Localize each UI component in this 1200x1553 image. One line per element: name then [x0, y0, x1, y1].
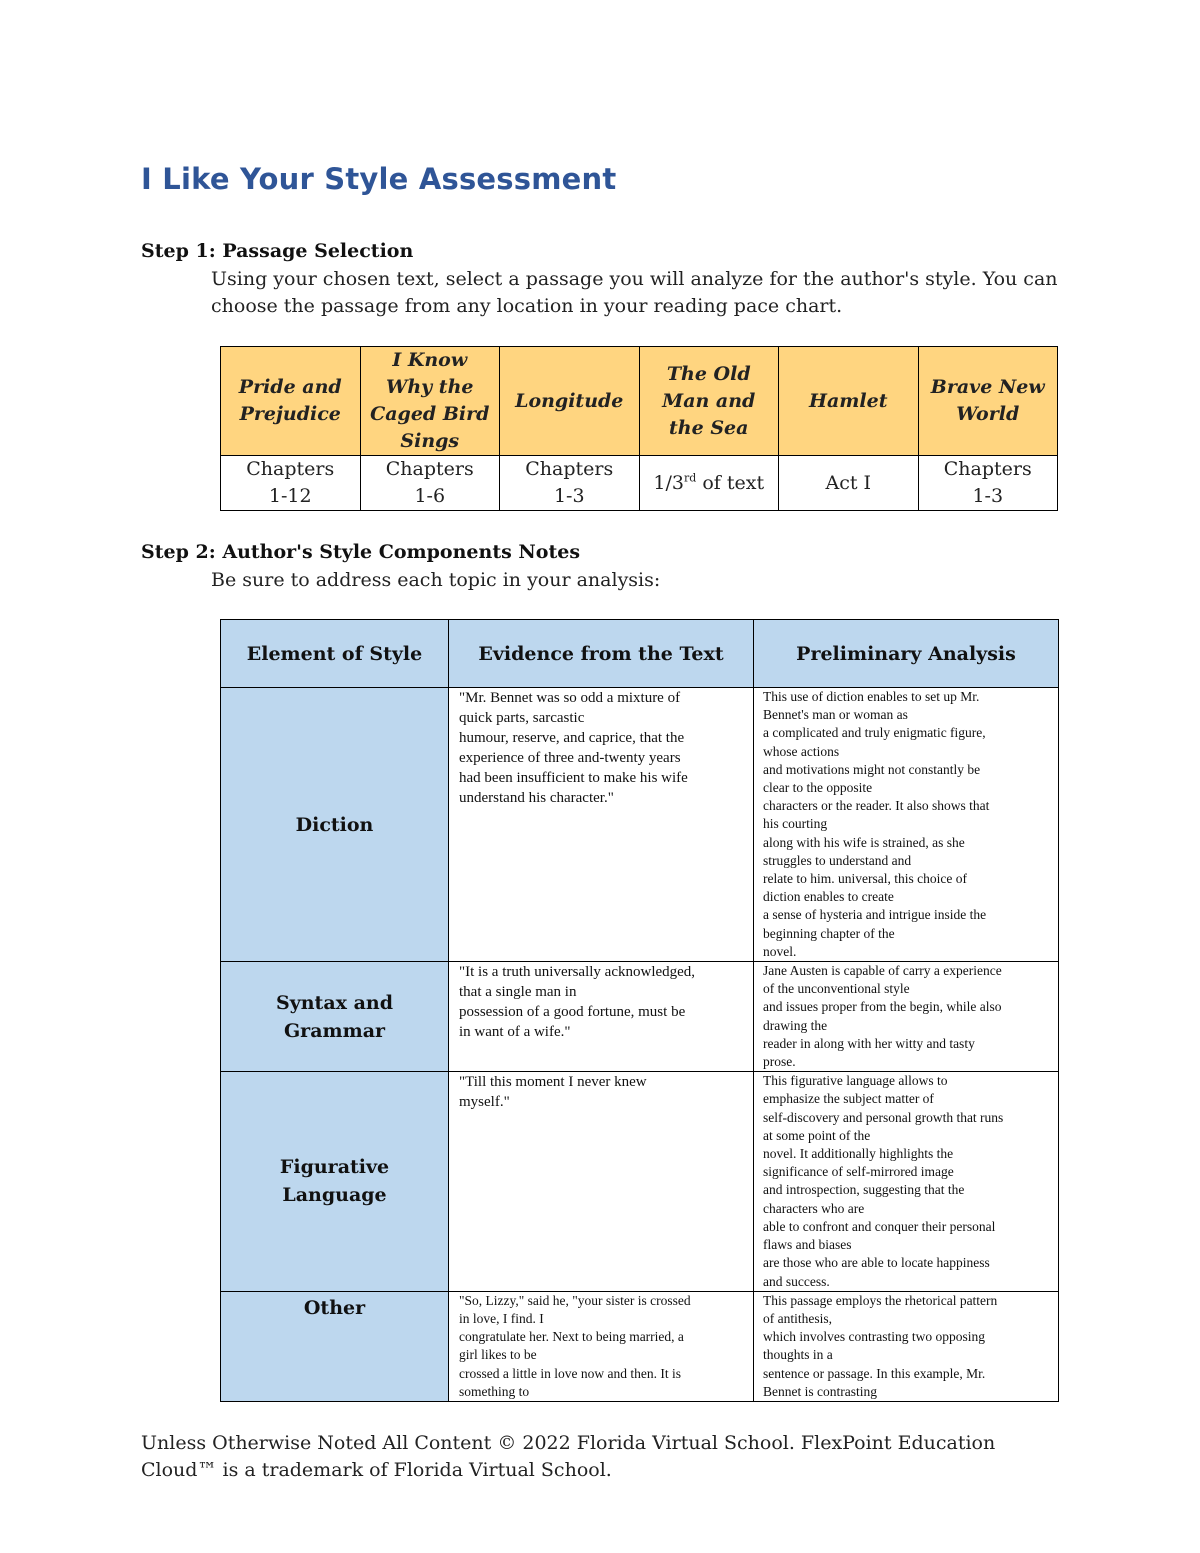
footer-line: Cloud™ is a trademark of Florida Virtual School. [141, 1459, 612, 1481]
range-cell: Chapters 1-12 [221, 456, 361, 511]
step1-line: Using your chosen text, select a passage you will analyze for the author's style. You can [211, 268, 1058, 290]
book-title-caged-bird: I Know Why the Caged Bird Sings [360, 347, 500, 456]
evidence-cell: "So, Lizzy," said he, "your sister is crossed in love, I find. I congratulate her. Next to being married, a girl likes to be crossed a little in love now and then. It is something to [449, 1291, 754, 1401]
passage-range-row [221, 456, 1058, 511]
element-label: Diction [221, 688, 449, 962]
analysis-cell: This use of diction enables to set up Mr. Bennet's man or woman as a complicated and truly enigmatic figure, whose actions and motivations might not constantly be clear to the opposite characters or the reader. It also shows that his courting along with his wife is strained, as she struggles to understand and relate to him. universal, this choice of diction enables to create a sense of hysteria and intrigue inside the beginning chapter of the novel. [754, 688, 1059, 962]
passage-header-row [221, 347, 1058, 456]
analysis-cell: This passage employs the rhetorical pattern of antithesis, which involves contrasting two opposing thoughts in a sentence or passage. In this example, Mr. Bennet is contrasting [754, 1291, 1059, 1401]
range-cell: Chapters 1-3 [500, 456, 640, 511]
step1-heading: Step 1: Passage Selection [141, 240, 414, 262]
element-label: Other [221, 1291, 449, 1401]
evidence-cell: "Till this moment I never knew myself." [449, 1072, 754, 1291]
book-title-brave-new-world: Brave New World [918, 347, 1058, 456]
style-row-figurative [221, 1072, 1059, 1291]
step2-line: Be sure to address each topic in your analysis: [211, 569, 661, 591]
element-label: Figurative Language [221, 1072, 449, 1291]
range-cell: Act I [779, 456, 919, 511]
copyright-footer [141, 1430, 1041, 1484]
footer-line: Unless Otherwise Noted All Content © 2022 Florida Virtual School. FlexPoint Education [141, 1432, 996, 1454]
step2-heading: Step 2: Author's Style Components Notes [141, 541, 581, 563]
style-row-other [221, 1291, 1059, 1401]
range-cell: 1/3rd of text [639, 456, 779, 511]
page-title: I Like Your Style Assessment [141, 162, 617, 196]
column-header-evidence: Evidence from the Text [449, 620, 754, 688]
evidence-cell: "It is a truth universally acknowledged, that a single man in possession of a good fortune, must be in want of a wife." [449, 962, 754, 1072]
step1-instructions [211, 266, 1071, 320]
book-title-longitude: Longitude [500, 347, 640, 456]
column-header-element: Element of Style [221, 620, 449, 688]
column-header-analysis: Preliminary Analysis [754, 620, 1059, 688]
range-cell: Chapters 1-6 [360, 456, 500, 511]
step2-instructions [211, 567, 1071, 594]
analysis-cell: This figurative language allows to emphasize the subject matter of self-discovery and personal growth that runs at some point of the novel. It additionally highlights the significance of self-mirrored image and introspection, suggesting that the characters who are able to confront and conquer their personal flaws and biases are those who are able to locate happiness and success. [754, 1072, 1059, 1291]
evidence-cell: "Mr. Bennet was so odd a mixture of quick parts, sarcastic humour, reserve, and caprice, that the experience of three and-twenty years had been insufficient to make his wife understand his character." [449, 688, 754, 962]
range-cell: Chapters 1-3 [918, 456, 1058, 511]
style-components-table [220, 619, 1059, 1402]
element-label: Syntax and Grammar [221, 962, 449, 1072]
book-title-pride-and-prejudice: Pride and Prejudice [221, 347, 361, 456]
style-header-row [221, 620, 1059, 688]
passage-selection-table [220, 346, 1058, 511]
book-title-hamlet: Hamlet [779, 347, 919, 456]
step1-line: choose the passage from any location in your reading pace chart. [211, 295, 843, 317]
style-row-syntax [221, 962, 1059, 1072]
analysis-cell: Jane Austen is capable of carry a experience of the unconventional style and issues proper from the begin, while also drawing the reader in along with her witty and tasty prose. [754, 962, 1059, 1072]
style-row-diction [221, 688, 1059, 962]
book-title-old-man-and-the-sea: The Old Man and the Sea [639, 347, 779, 456]
